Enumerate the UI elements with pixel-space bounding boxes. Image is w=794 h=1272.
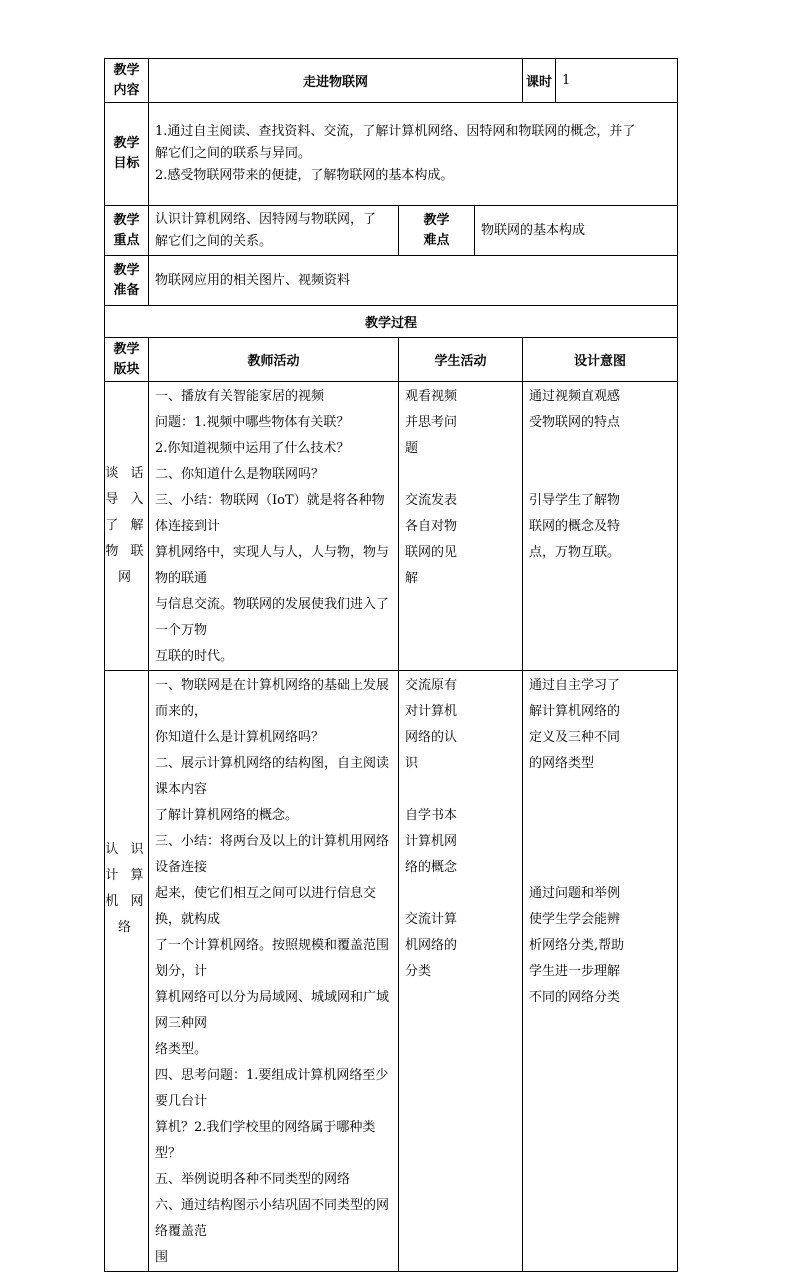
section2-row xyxy=(105,671,678,1272)
lesson-plan-table xyxy=(104,58,678,1272)
process-title: 教学过程 xyxy=(105,306,678,338)
difficulty-text: 物联网的基本构成 xyxy=(475,206,678,256)
goal-line: 2.感受物联网带来的便捷，了解物联网的基本构成。 xyxy=(155,168,454,183)
key-points-text: 认识计算机网络、因特网与物联网，了 解它们之间的关系。 xyxy=(149,206,399,256)
section2-teacher: 一、物联网是在计算机网络的基础上发展而来的， 你知道什么是计算机网络吗？ 二、展示计算机网络的结构图，自主阅读课本内容 了解计算机网络的概念。 三、小结：将两台及以上的计算机用网络设备连接 起来，使它们相互之间可以进行信息交换，就构成 了一个计算机网络。按照规模和覆盖范围划分，计 算机网络可以分为局域网、城域网和广域网三种网 络类型。 四、思考问题：1.要组成计算机网络至少要几台计 算机？2.我们学校里的网络属于哪种类型？ 五、举例说明各种不同类型的网络 六、通过结构图示小结巩固不同类型的网络覆盖范 围 xyxy=(149,671,399,1272)
content-row xyxy=(105,59,678,103)
section2-label: 认 识 计 算 机 网 络 xyxy=(105,671,149,1272)
content-label: 教学 内容 xyxy=(105,59,149,103)
spacer xyxy=(405,881,516,907)
spacer xyxy=(405,777,516,803)
lesson-title: 走进物联网 xyxy=(149,59,523,103)
hours-label: 课时 xyxy=(523,59,556,103)
goals-text xyxy=(149,103,678,206)
spacer xyxy=(529,436,671,488)
preparation-text: 物联网应用的相关图片、视频资料 xyxy=(149,256,678,306)
goals-row xyxy=(105,103,678,206)
spacer xyxy=(529,777,671,881)
section2-design: 通过自主学习了 解计算机网络的 定义及三种不同 的网络类型 通过问题和举例 使学生学会能辨 析网络分类,帮助 学生进一步理解 不同的网络分类 xyxy=(523,671,678,1272)
spacer xyxy=(405,462,516,488)
difficulty-label: 教学 难点 xyxy=(399,206,475,256)
section1-row xyxy=(105,382,678,671)
section-column-header: 教学 版块 xyxy=(105,338,149,382)
section1-label: 谈 话 导 入 了 解 物 联 网 xyxy=(105,382,149,671)
preparation-row xyxy=(105,256,678,306)
section2-student: 交流原有 对计算机 网络的认 识 自学书本 计算机网 络的概念 交流计算 机网络的 分类 xyxy=(399,671,523,1272)
key-points-row xyxy=(105,206,678,256)
section1-teacher: 一、播放有关智能家居的视频 问题：1.视频中哪些物体有关联？ 2.你知道视频中运用了什么技术？ 二、你知道什么是物联网吗？ 三、小结：物联网（IoT）就是将各种物体连接到计 算机网络中，实现人与人，人与物，物与物的联通 与信息交流。物联网的发展使我们进入了一个万物 互联的时代。 xyxy=(149,382,399,671)
goals-label: 教学 目标 xyxy=(105,103,149,206)
preparation-label: 教学 准备 xyxy=(105,256,149,306)
student-column-header: 学生活动 xyxy=(399,338,523,382)
key-points-label: 教学 重点 xyxy=(105,206,149,256)
section1-design: 通过视频直观感 受物联网的特点 引导学生了解物 联网的概念及特 点，万物互联。 xyxy=(523,382,678,671)
goal-line: 解它们之间的联系与异同。 xyxy=(155,146,312,161)
goal-line: 1.通过自主阅读、查找资料、交流，了解计算机网络、因特网和物联网的概念，并了 xyxy=(155,124,636,139)
design-column-header: 设计意图 xyxy=(523,338,678,382)
hours-value: 1 xyxy=(556,59,678,103)
section1-student: 观看视频 并思考问 题 交流发表 各自对物 联网的见 解 xyxy=(399,382,523,671)
teacher-column-header: 教师活动 xyxy=(149,338,399,382)
column-header-row xyxy=(105,338,678,382)
process-title-row xyxy=(105,306,678,338)
